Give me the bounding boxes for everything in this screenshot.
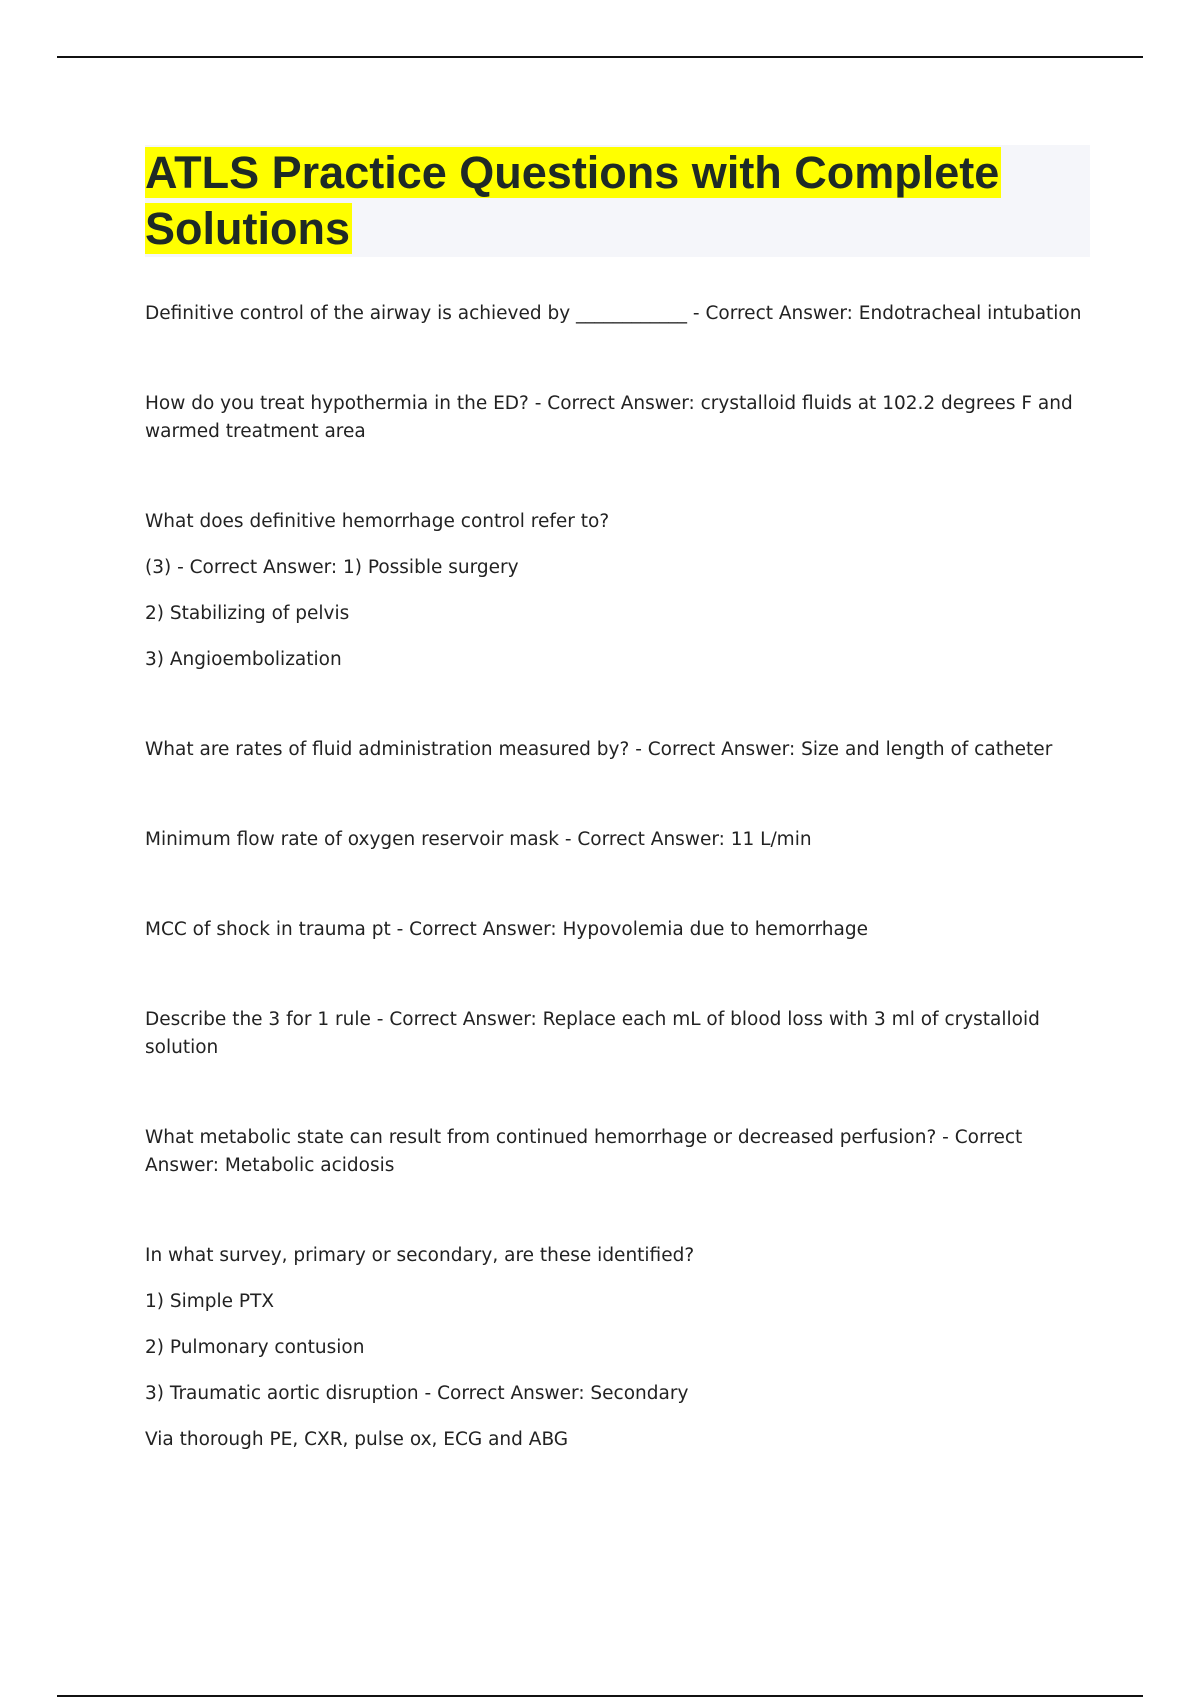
qa-line: What are rates of fluid administration measured by? - Correct Answer: Size and length of catheter xyxy=(145,739,1053,760)
qa-item xyxy=(145,826,1095,854)
qa-line: What metabolic state can result from continued hemorrhage or decreased perfusion? - Correct Answer: Metabolic acidosis xyxy=(145,1127,1023,1176)
qa-item xyxy=(145,736,1095,764)
qa-line: 3) Angioembolization xyxy=(145,649,342,670)
qa-line: MCC of shock in trauma pt - Correct Answer: Hypovolemia due to hemorrhage xyxy=(145,919,868,940)
qa-line: 2) Pulmonary contusion xyxy=(145,1337,365,1358)
qa-line: What does definitive hemorrhage control refer to? xyxy=(145,511,610,532)
qa-item xyxy=(145,508,1095,674)
qa-list xyxy=(145,300,1095,1516)
qa-item xyxy=(145,1242,1095,1454)
page-title xyxy=(145,145,1090,257)
qa-line: 2) Stabilizing of pelvis xyxy=(145,603,350,624)
qa-item xyxy=(145,300,1095,328)
qa-line: How do you treat hypothermia in the ED? - Correct Answer: crystalloid fluids at 102.2 degrees F and warmed treatment area xyxy=(145,393,1073,442)
qa-line: (3) - Correct Answer: 1) Possible surgery xyxy=(145,557,519,578)
page-title-text: ATLS Practice Questions with Complete Solutions xyxy=(145,147,1000,254)
qa-line: Describe the 3 for 1 rule - Correct Answer: Replace each mL of blood loss with 3 ml of crystalloid solution xyxy=(145,1009,1040,1058)
title-block xyxy=(145,145,1090,257)
qa-line: Definitive control of the airway is achieved by ____________ - Correct Answer: Endotracheal intubation xyxy=(145,303,1082,324)
qa-item xyxy=(145,390,1095,446)
qa-item xyxy=(145,1006,1095,1062)
qa-line: 3) Traumatic aortic disruption - Correct Answer: Secondary xyxy=(145,1383,689,1404)
qa-line: Via thorough PE, CXR, pulse ox, ECG and ABG xyxy=(145,1429,569,1450)
qa-item xyxy=(145,916,1095,944)
top-rule xyxy=(57,56,1143,58)
bottom-rule xyxy=(57,1695,1143,1697)
qa-line: 1) Simple PTX xyxy=(145,1291,275,1312)
qa-line: In what survey, primary or secondary, are these identified? xyxy=(145,1245,695,1266)
qa-line: Minimum flow rate of oxygen reservoir mask - Correct Answer: 11 L/min xyxy=(145,829,812,850)
qa-item xyxy=(145,1124,1095,1180)
